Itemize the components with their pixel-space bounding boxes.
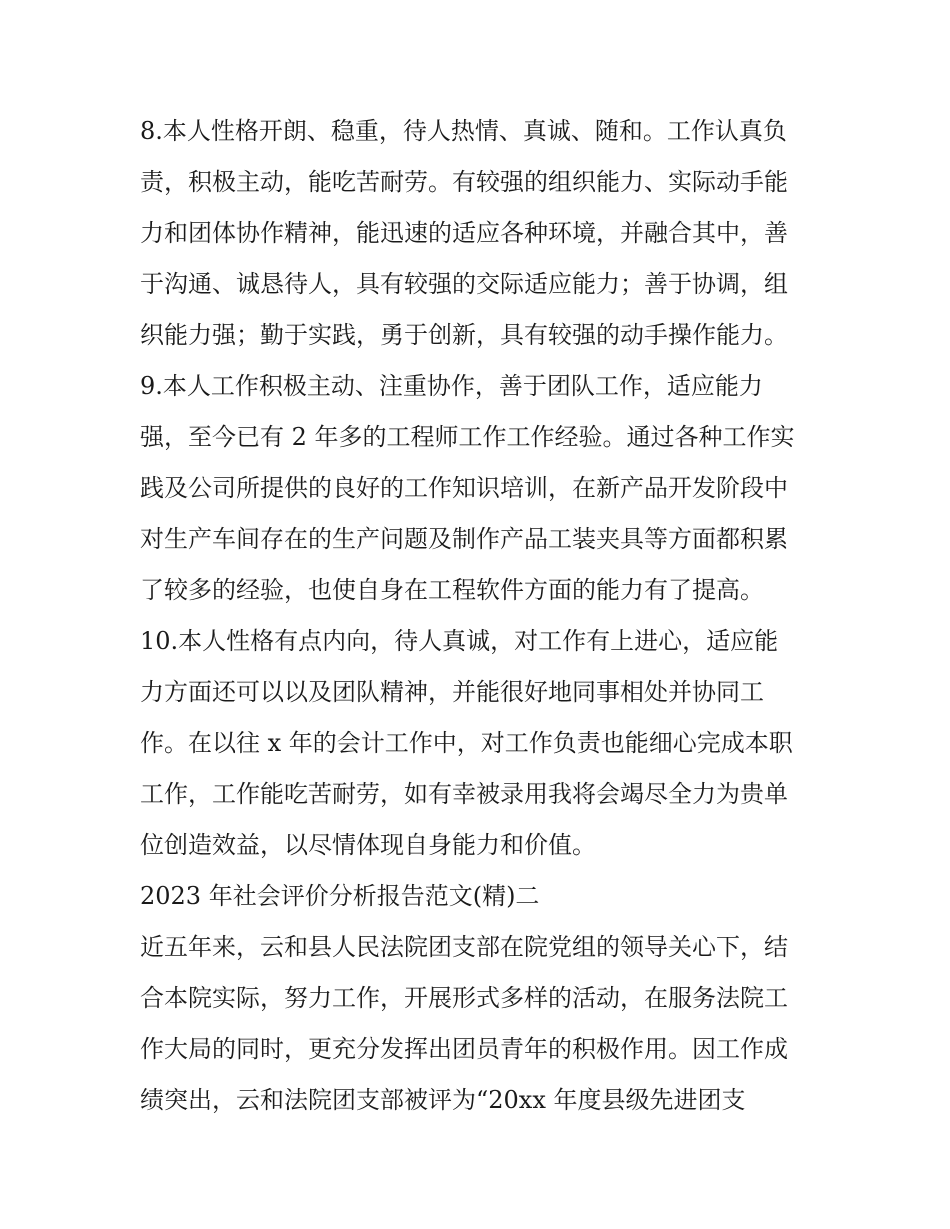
text-line: 8.本人性格开朗、稳重，待人热情、真诚、随和。工作认真负: [140, 117, 787, 145]
text-line: 9.本人工作积极主动、注重协作，善于团队工作，适应能力: [140, 372, 763, 400]
text-line: 10.本人性格有点内向，待人真诚，对工作有上进心，适应能: [140, 627, 779, 655]
text-line: 作。在以往 x 年的会计工作中，对工作负责也能细心完成本职: [140, 729, 793, 757]
text-line: 力方面还可以以及团队精神，并能很好地同事相处并协同工: [140, 678, 764, 706]
text-line: 工作，工作能吃苦耐劳，如有幸被录用我将会竭尽全力为贵单: [140, 780, 788, 808]
text-line: 近五年来，云和县人民法院团支部在院党组的领导关心下，结: [140, 933, 788, 961]
text-line: 践及公司所提供的良好的工作知识培训，在新产品开发阶段中: [140, 474, 788, 502]
text-line: 责，积极主动，能吃苦耐劳。有较强的组织能力、实际动手能: [140, 168, 788, 196]
text-line: 位创造效益，以尽情体现自身能力和价值。: [140, 831, 596, 859]
text-line: 了较多的经验，也使自身在工程软件方面的能力有了提高。: [140, 576, 764, 604]
document-body: [140, 106, 812, 1126]
text-line: 强，至今已有 2 年多的工程师工作工作经验。通过各种工作实: [140, 423, 795, 451]
text-line: 合本院实际，努力工作，开展形式多样的活动，在服务法院工: [140, 984, 788, 1012]
text-line: 绩突出，云和法院团支部被评为“20xx 年度县级先进团支: [140, 1086, 746, 1114]
text-line: 对生产车间存在的生产问题及制作产品工装夹具等方面都积累: [140, 525, 788, 553]
text-line: 于沟通、诚恳待人，具有较强的交际适应能力；善于协调，组: [140, 270, 788, 298]
text-line: 织能力强；勤于实践，勇于创新，具有较强的动手操作能力。: [140, 321, 788, 349]
section-heading: 2023 年社会评价分析报告范文(精)二: [140, 882, 540, 910]
text-line: 力和团体协作精神，能迅速的适应各种环境，并融合其中，善: [140, 219, 788, 247]
text-line: 作大局的同时，更充分发挥出团员青年的积极作用。因工作成: [140, 1035, 788, 1063]
